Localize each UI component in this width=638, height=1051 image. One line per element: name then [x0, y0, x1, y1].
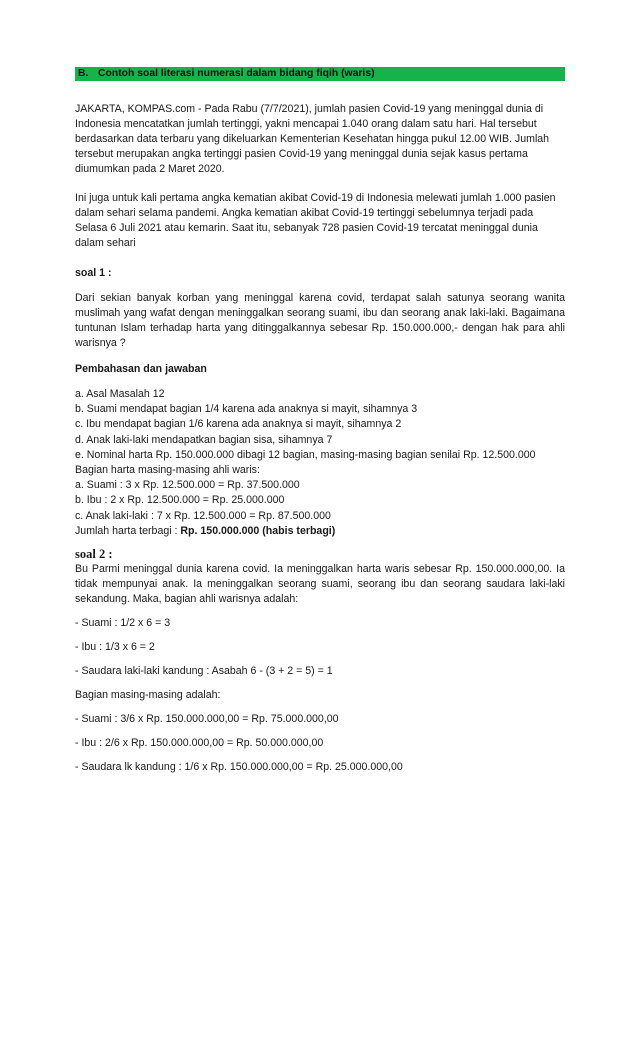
section-title: Contoh soal literasi numerasi dalam bidang fiqih (waris): [98, 68, 375, 79]
document-page: [75, 67, 565, 775]
soal-2-line: - Ibu : 2/6 x Rp. 150.000.000,00 = Rp. 50.000.000,00: [75, 737, 324, 750]
soal-2-line: - Saudara laki-laki kandung : Asabah 6 - (3 + 2 = 5) = 1: [75, 665, 333, 678]
answer-line: e. Nominal harta Rp. 150.000.000 dibagi 12 bagian, masing-masing bagian senilai Rp. 12.500.000: [75, 448, 536, 461]
soal-1-heading: soal 1 :: [75, 267, 112, 279]
soal-2-question: Bu Parmi meninggal dunia karena covid. Ia meninggalkan harta waris sebesar Rp. 150.000.000,00. Ia tidak mempunyai anak. Ia meninggalkan seorang suami, seorang ibu dan seorang saudara laki-laki sekandung. Maka, bagian ahli warisnya adalah:: [75, 563, 565, 606]
soal-1-question: Dari sekian banyak korban yang meninggal karena covid, terdapat salah satunya seorang wanita muslimah yang wafat dengan meninggalkan seorang suami, ibu dan seorang anak laki-laki. Bagaimana tuntunan Islam terhadap harta yang ditinggalkannya sebesar Rp. 150.000.000,- dengan hak para ahli warisnya ?: [75, 292, 565, 349]
answer-line: c. Ibu mendapat bagian 1/6 karena ada anaknya si mayit, sihamnya 2: [75, 418, 402, 431]
news-paragraph-1: JAKARTA, KOMPAS.com - Pada Rabu (7/7/2021), jumlah pasien Covid-19 yang meninggal dunia di Indonesia mencatatkan jumlah tertinggi, yakni mencapai 1.040 orang dalam satu hari. Hal tersebut berdasarkan data terbaru yang dikeluarkan Kementerian Kesehatan hingga pukul 12.00 WIB. Jumlah tersebut merupakan angka tertinggi pasien Covid-19 yang meninggal dunia sejak kasus pertama diumumkan pada 2 Maret 2020.: [75, 103, 550, 175]
answer-line: a. Asal Masalah 12: [75, 388, 165, 400]
answer-line: Bagian harta masing-masing ahli waris:: [75, 464, 260, 477]
total-value: Rp. 150.000.000 (habis terbagi): [180, 524, 336, 537]
answer-total-line: [75, 524, 565, 539]
answer-line: d. Anak laki-laki mendapatkan bagian sisa, sihamnya 7: [75, 433, 333, 446]
section-letter: B.: [78, 68, 89, 79]
answer-line: b. Suami mendapat bagian 1/4 karena ada anaknya si mayit, sihamnya 3: [75, 403, 418, 416]
answer-line: c. Anak laki-laki : 7 x Rp. 12.500.000 = Rp. 87.500.000: [75, 509, 331, 522]
pembahasan-answers: [75, 387, 565, 539]
soal-2-line: - Suami : 3/6 x Rp. 150.000.000,00 = Rp. 75.000.000,00: [75, 713, 339, 726]
soal-2-line: - Saudara lk kandung : 1/6 x Rp. 150.000.000,00 = Rp. 25.000.000,00: [75, 761, 403, 774]
pembahasan-heading: Pembahasan dan jawaban: [75, 363, 207, 375]
section-header: [75, 67, 565, 81]
news-paragraph-2: Ini juga untuk kali pertama angka kematian akibat Covid-19 di Indonesia melewati jumlah 1.000 pasien dalam sehari selama pandemi. Angka kematian akibat Covid-19 tertinggi sebelumnya terjadi pada Selasa 6 Juli 2021 atau kemarin. Saat itu, sebanyak 728 pasien Covid-19 tercatat meninggal dunia dalam sehari: [75, 192, 556, 249]
soal-2-line: Bagian masing-masing adalah:: [75, 689, 221, 702]
total-prefix: Jumlah harta terbagi :: [75, 524, 181, 537]
soal-2-heading: soal 2 :: [75, 547, 113, 562]
answer-line: b. Ibu : 2 x Rp. 12.500.000 = Rp. 25.000.000: [75, 494, 285, 507]
soal-2-line: - Suami : 1/2 x 6 = 3: [75, 617, 171, 630]
answer-line: a. Suami : 3 x Rp. 12.500.000 = Rp. 37.500.000: [75, 479, 300, 492]
soal-2-line: - Ibu : 1/3 x 6 = 2: [75, 641, 155, 654]
